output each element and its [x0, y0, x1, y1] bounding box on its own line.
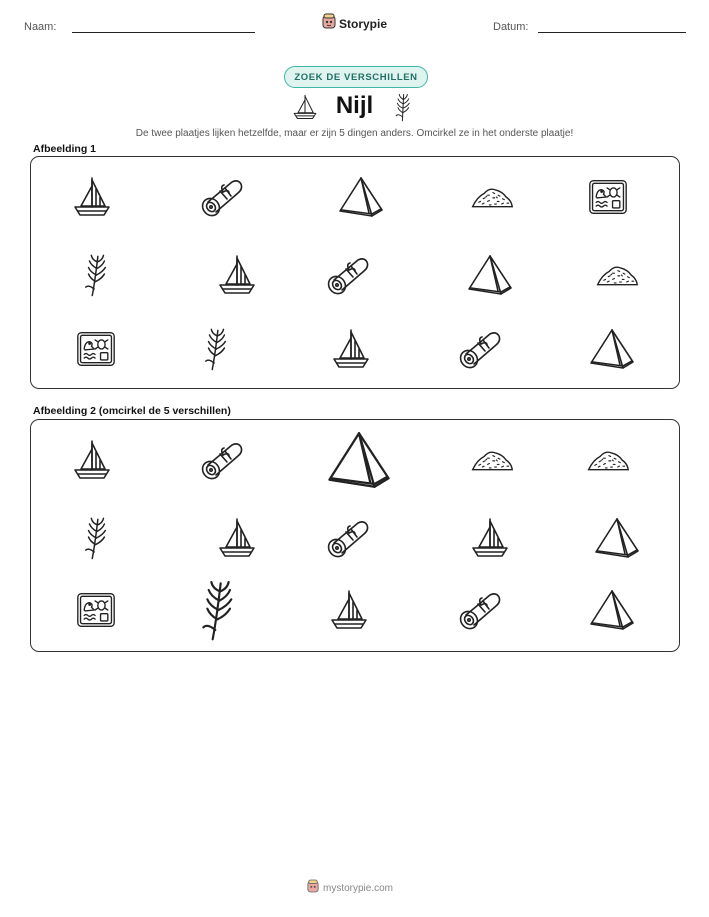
picture1-sand-pile-icon [470, 184, 514, 210]
name-label: Naam: [24, 21, 57, 33]
picture1-label: Afbeelding 1 [33, 143, 97, 155]
brand-name: Storypie [339, 16, 388, 31]
wheat-icon [393, 92, 413, 127]
picture1-sailboat-icon [72, 175, 112, 219]
picture1-hieroglyph-tablet-icon [588, 178, 628, 216]
picture2-hieroglyph-tablet-icon[interactable] [76, 591, 116, 629]
footer [307, 879, 393, 898]
picture1-papyrus-scroll-icon [456, 328, 506, 370]
activity-badge: ZOEK DE VERSCHILLEN [284, 66, 428, 88]
picture1-pyramid-icon [336, 175, 386, 219]
instructions: De twee plaatjes lijken hetzelfde, maar er zijn 5 dingen anders. Omcirkel ze in het onderste plaatje! [135, 128, 574, 139]
picture2-label: Afbeelding 2 (omcirkel de 5 verschillen) [33, 405, 231, 417]
picture2-papyrus-scroll-icon[interactable] [198, 439, 248, 481]
picture2-wheat-large-icon[interactable] [198, 577, 238, 643]
picture2-pyramid-icon[interactable] [587, 588, 637, 632]
picture1-sailboat-icon [331, 327, 371, 371]
picture1-pyramid-icon [465, 253, 515, 297]
brand-logo [322, 13, 387, 34]
pie-mascot-icon [307, 879, 319, 898]
picture1-papyrus-scroll-icon [198, 176, 248, 218]
picture2-sailboat-icon[interactable] [329, 588, 369, 632]
picture2-papyrus-scroll-icon[interactable] [324, 517, 374, 559]
picture2-sailboat-icon[interactable] [470, 516, 510, 560]
picture2-sailboat-icon[interactable] [217, 516, 257, 560]
picture2-pyramid-large-icon[interactable] [322, 429, 396, 491]
picture1-sand-pile-icon [595, 262, 639, 288]
footer-url: mystorypie.com [323, 883, 394, 894]
picture1-papyrus-scroll-icon [324, 254, 374, 296]
picture2-pyramid-icon[interactable] [592, 516, 642, 560]
picture1-pyramid-icon [587, 327, 637, 371]
pie-mascot-icon [322, 13, 336, 34]
date-line[interactable] [538, 32, 686, 33]
picture1-wheat-icon [202, 326, 230, 372]
picture2-sand-pile-icon[interactable] [470, 447, 514, 473]
picture2-sailboat-icon[interactable] [72, 438, 112, 482]
page-title: Nijl [335, 92, 374, 119]
name-line[interactable] [72, 32, 255, 33]
picture1-hieroglyph-tablet-icon [76, 330, 116, 368]
picture2-wheat-icon[interactable] [82, 515, 110, 561]
picture2-papyrus-scroll-icon[interactable] [456, 589, 506, 631]
picture1-sailboat-icon [217, 253, 257, 297]
picture1-wheat-icon [82, 252, 110, 298]
date-label: Datum: [493, 21, 529, 33]
picture2-sand-pile-icon[interactable] [586, 447, 630, 473]
